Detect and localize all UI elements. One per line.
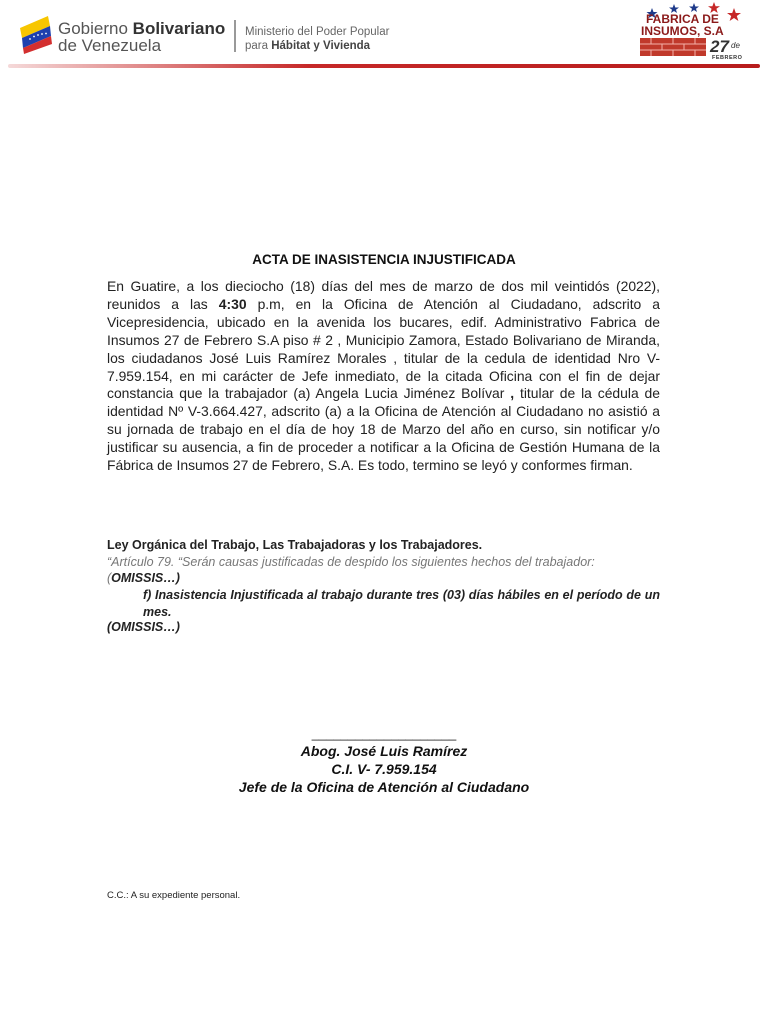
cc-note: C.C.: A su expediente personal. — [107, 890, 241, 901]
law-article: “Artículo 79. “Serán causas justificadas de despido los siguientes hechos del trabajador: — [107, 555, 595, 569]
signer-name: Abog. José Luis Ramírez — [300, 743, 468, 759]
factory-de: de — [731, 41, 740, 50]
ministry-line2: para Hábitat y Vivienda — [245, 40, 371, 52]
omissis-close: (OMISSIS…) — [107, 620, 180, 634]
signer-title: Jefe de la Oficina de Atención al Ciudadano — [238, 779, 530, 795]
factory-number: 27 — [710, 37, 729, 56]
factory-name-line2: INSUMOS, S.A — [641, 24, 724, 38]
signer-id: C.I. V- 7.959.154 — [331, 761, 437, 777]
factory-month: FEBRERO — [712, 55, 743, 61]
header-divider — [234, 20, 236, 52]
signature-line: ____________________ — [311, 726, 457, 741]
gov-name-line1: Gobierno Bolivariano — [58, 19, 226, 38]
header-accent-bar — [8, 64, 760, 68]
ministry-line1: Ministerio del Poder Popular — [245, 26, 390, 38]
brick-wall-icon — [640, 38, 706, 56]
document-title: ACTA DE INASISTENCIA INJUSTIFICADA — [252, 252, 516, 267]
body-paragraph: En Guatire, a los dieciocho (18) días del mes de marzo de dos mil veintidós (2022), reunidos a las 4:30 p.m, en la Oficina de Atención al Ciudadano, adscrito a Vicepresidencia, ubicado en la avenida los bucares, edif. Administrativo Fabrica de Insumos 27 de Febrero S.A piso # 2 , Municipio Zamora, Estado Bolivariano de Miranda, los ciudadanos José Luis Ramírez Morales , titular de la cedula de identidad Nro V- 7.959.154, en mi carácter de Jefe inmediato, de la citada Oficina con el fin de dejar constancia que la trabajador (a) Angela Lucia Jiménez Bolívar , titular de la cédula de identidad Nº V-3.664.427, adscrito (a) a la Oficina de Atención al Ciudadano no asistió a su jornada de trabajo en el día de hoy 18 de Marzo del año en curso, sin notificar y/o justificar su ausencia, a fin de proceder a notificar a la Oficina de Gestión Humana de la Fábrica de Insumos 27 de Febrero, S.A. Es todo, termino se leyó y conformes firman. — [107, 278, 661, 474]
gov-name-line2: de Venezuela — [58, 36, 162, 55]
law-title: Ley Orgánica del Trabajo, Las Trabajadoras y los Trabajadores. — [107, 538, 483, 552]
law-item-f: f) Inasistencia Injustificada al trabajo durante tres (03) días hábiles en el período de un mes. — [143, 588, 660, 619]
letterhead — [0, 0, 768, 72]
factory-name-line1: FABRICA DE — [646, 12, 719, 26]
omissis-open: (OMISSIS…) — [107, 571, 180, 585]
venezuela-flag-icon — [18, 14, 52, 54]
